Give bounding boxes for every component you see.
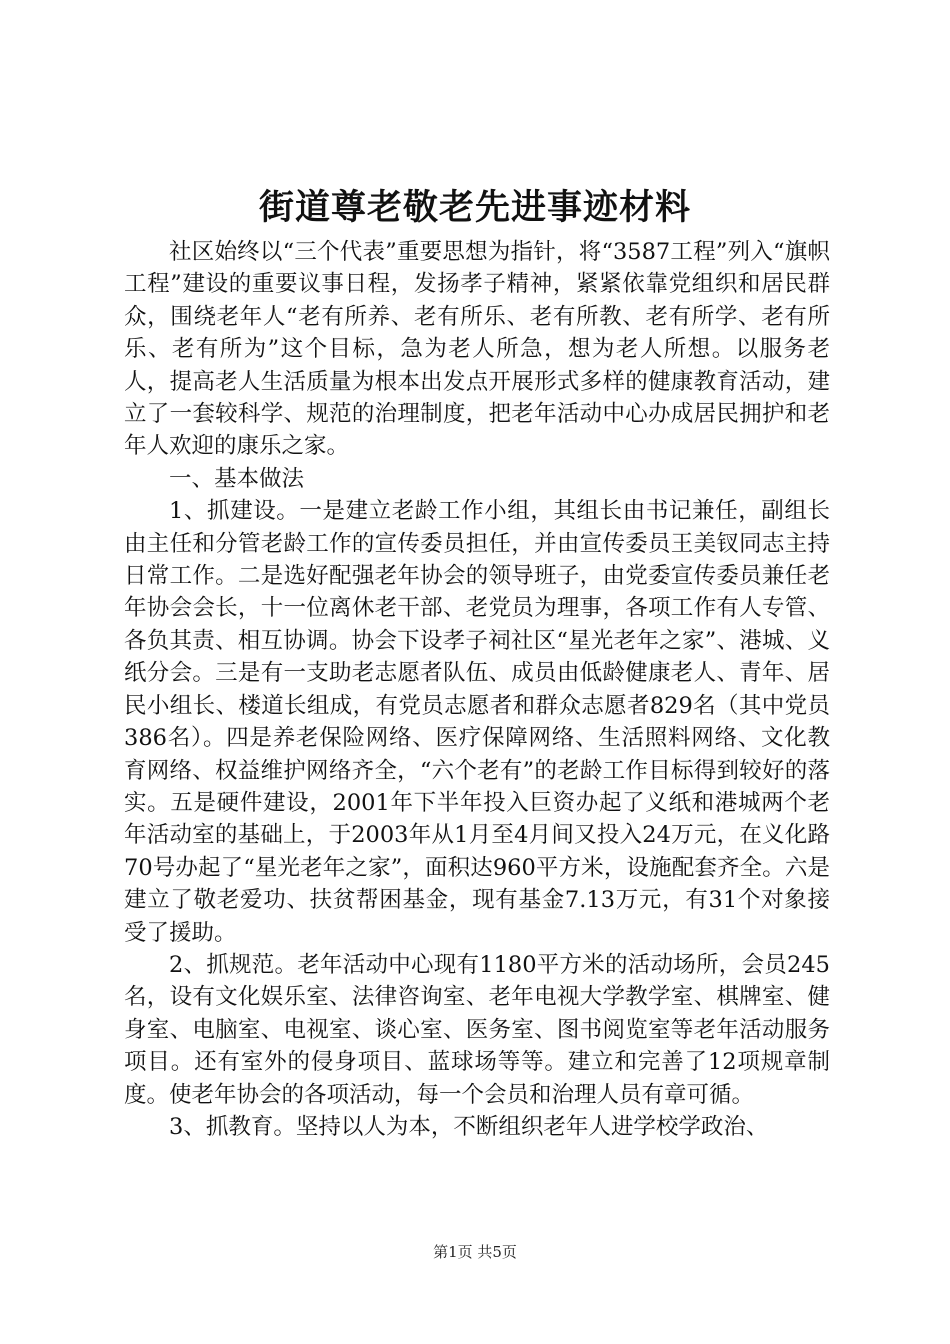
standards-paragraph: 2、抓规范。老年活动中心现有1180平方米的活动场所，会员245名，设有文化娱乐室、法律咨询室、老年电视大学教学室、棋牌室、健身室、电脑室、电视室、谈心室、医务室、图书阅览室等老年活动服务项目。还有室外的侵身项目、蓝球场等等。建立和完善了12项规章制度。使老年协会的各项活动，每一个会员和治理人员有章可循。 — [124, 951, 830, 1108]
document-body — [124, 236, 830, 1143]
intro-paragraph: 社区始终以“三个代表”重要思想为指针，将“3587工程”列入“旗帜工程”建设的重要议事日程，发扬孝子精神，紧紧依靠党组织和居民群众，围绕老年人“老有所养、老有所乐、老有所教、老有所学、老有所乐、老有所为”这个目标，急为老人所急，想为老人所想。以服务老人，提高老人生活质量为根本出发点开展形式多样的健康教育活动，建立了一套较科学、规范的治理制度，把老年活动中心办成居民拥护和老年人欢迎的康乐之家。 — [124, 239, 830, 460]
document-title: 街道尊老敬老先进事迹材料 — [258, 187, 691, 228]
education-paragraph: 3、抓教育。坚持以人为本，不断组织老年人进学校学政治、 — [169, 1113, 769, 1140]
construction-paragraph: 1、抓建设。一是建立老龄工作小组，其组长由书记兼任，副组长由主任和分管老龄工作的宣传委员担任，并由宣传委员王美钗同志主持日常工作。二是选好配强老年协会的领导班子，由党委宣传委员兼任老年协会会长，十一位离休老干部、老党员为理事，各项工作有人专管、各负其责、相互协调。协会下设孝子祠社区“星光老年之家”、港城、义纸分会。三是有一支助老志愿者队伍、成员由低龄健康老人、青年、居民小组长、楼道长组成，有党员志愿者和群众志愿者829名（其中党员386名）。四是养老保险网络、医疗保障网络、生活照料网络、文化教育网络、权益维护网络齐全，“六个老有”的老龄工作目标得到较好的落实。五是硬件建设，2001年下半年投入巨资办起了义纸和港城两个老年活动室的基础上，于2003年从1月至4月间又投入24万元，在义化路70号办起了“星光老年之家”，面积达960平方米，设施配套齐全。六是建立了敬老爱功、扶贫帮困基金，现有基金7.13万元，有31个对象接受了援助。 — [124, 498, 830, 946]
section-heading: 一、基本做法 — [169, 465, 305, 492]
page-number: 第1页 共5页 — [433, 1243, 517, 1261]
